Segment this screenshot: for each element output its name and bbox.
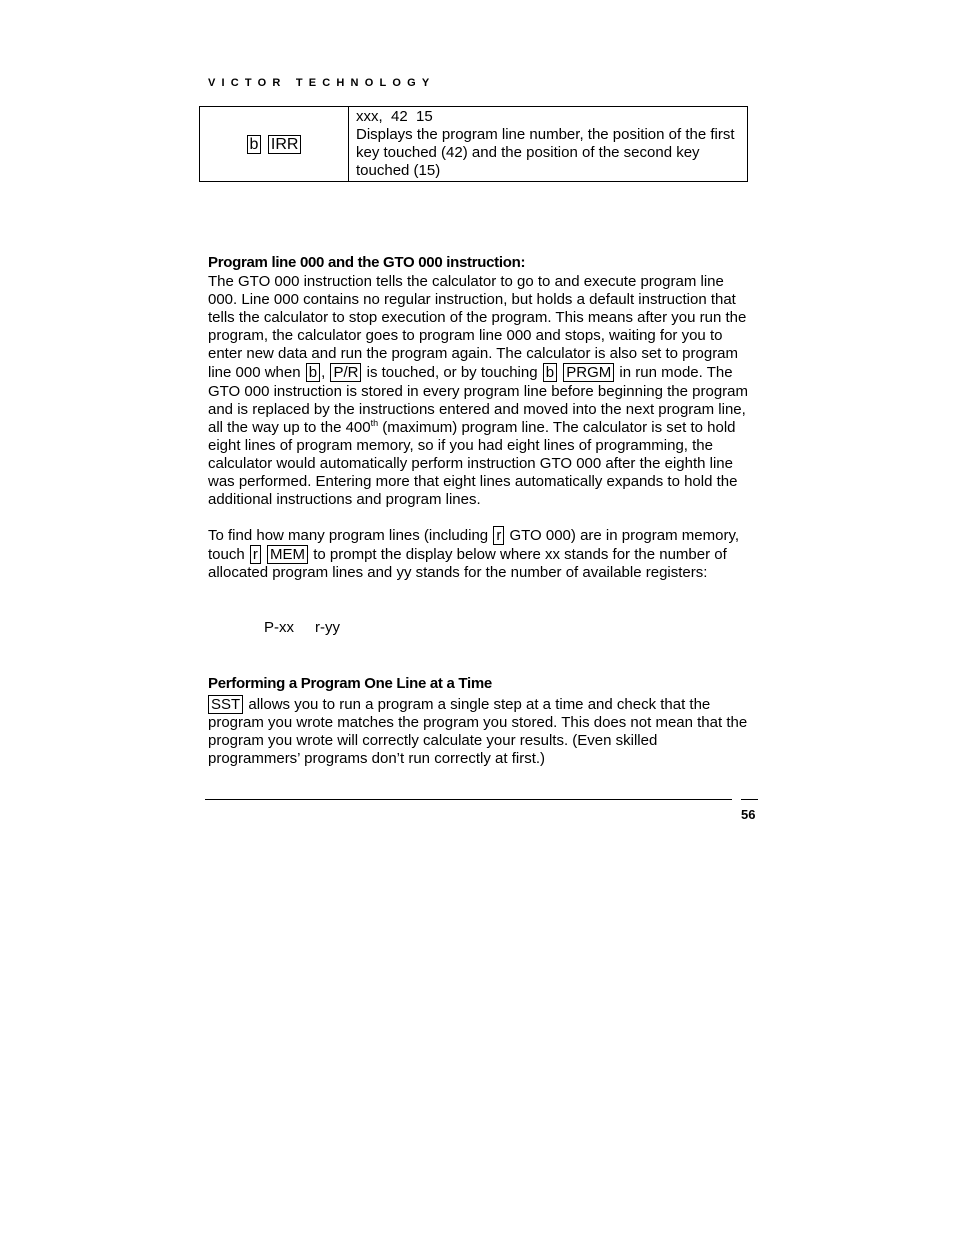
paragraph-text: allows you to run a program a single step at a time and check that the program you wrote matches the program you stored. This does not mean that the program you wrote will correctly calculate your results. (Even skilled programmers’ programs don’t run correctly at first.) xyxy=(208,696,748,768)
key-p-r: P/R xyxy=(330,363,361,382)
key-sequence-cell xyxy=(200,107,349,182)
key-b: b xyxy=(543,363,557,382)
paragraph-text: The GTO 000 instruction tells the calculator to go to and execute program line 000. Line 000 contains no regular instruction, but holds a default instruction that tells the calculator to stop execution of the program. This means after you run the program, the calculator goes to program line 000 and stops, waiting for you to enter new data and run the program again. The calculator is also set to program line 000 when xyxy=(208,273,747,382)
running-header: VICTOR TECHNOLOGY xyxy=(208,77,436,89)
paragraph-text: is touched, or by touching xyxy=(362,364,542,382)
display-program-lines: P-xx xyxy=(264,619,294,636)
key-r: r xyxy=(250,545,261,564)
superscript-th: th xyxy=(370,417,379,428)
table-row xyxy=(200,107,748,182)
key-b: b xyxy=(247,135,262,154)
footer-rule xyxy=(205,799,732,800)
key-prgm: PRGM xyxy=(563,363,614,382)
key-sst: SST xyxy=(208,695,243,714)
section-title-one-line-at-a-time: Performing a Program One Line at a Time xyxy=(208,675,492,692)
section-title-program-line-000: Program line 000 and the GTO 000 instruction: xyxy=(208,254,526,271)
display-example xyxy=(264,619,340,636)
key-r: r xyxy=(493,526,504,545)
paragraph-text: to prompt the display below where xx stands for the number of allocated program lines and yy stands for the number of available registers: xyxy=(208,546,727,582)
description-text: Displays the program line number, the position of the first key touched (42) and the position of the second key touched (15) xyxy=(356,126,735,179)
paragraph-text: , xyxy=(321,364,326,382)
paragraph-sst xyxy=(208,695,753,768)
display-readout: xxx, 42 15 xyxy=(356,108,433,125)
key-b: b xyxy=(306,363,320,382)
description-cell xyxy=(349,107,748,182)
paragraph-text: (maximum) program line. The calculator is set to hold eight lines of program memory, so if you had eight lines of programming, the calculator would automatically perform instruction GTO 000 after the eighth line was performed. Entering more that eight lines automatically expands to hold the additional instructions and program lines. xyxy=(208,418,738,509)
paragraph-text: GTO 000) are in program memory, touch xyxy=(208,527,739,564)
paragraph-gto-000 xyxy=(208,273,753,509)
key-mem: MEM xyxy=(267,545,308,564)
footer-rule-short xyxy=(741,799,758,800)
page-number: 56 xyxy=(741,807,756,822)
paragraph-text: To find how many program lines (including xyxy=(208,527,493,544)
paragraph-text: in run mode. The GTO 000 instruction is stored in every program line before beginning the program and is replaced by the instructions entered and moved into the next program line, all the way up to the 400 xyxy=(208,364,749,436)
key-irr: IRR xyxy=(268,135,302,154)
paragraph-program-lines-count xyxy=(208,526,753,582)
display-registers: r-yy xyxy=(315,619,340,636)
key-description-table xyxy=(199,106,748,182)
